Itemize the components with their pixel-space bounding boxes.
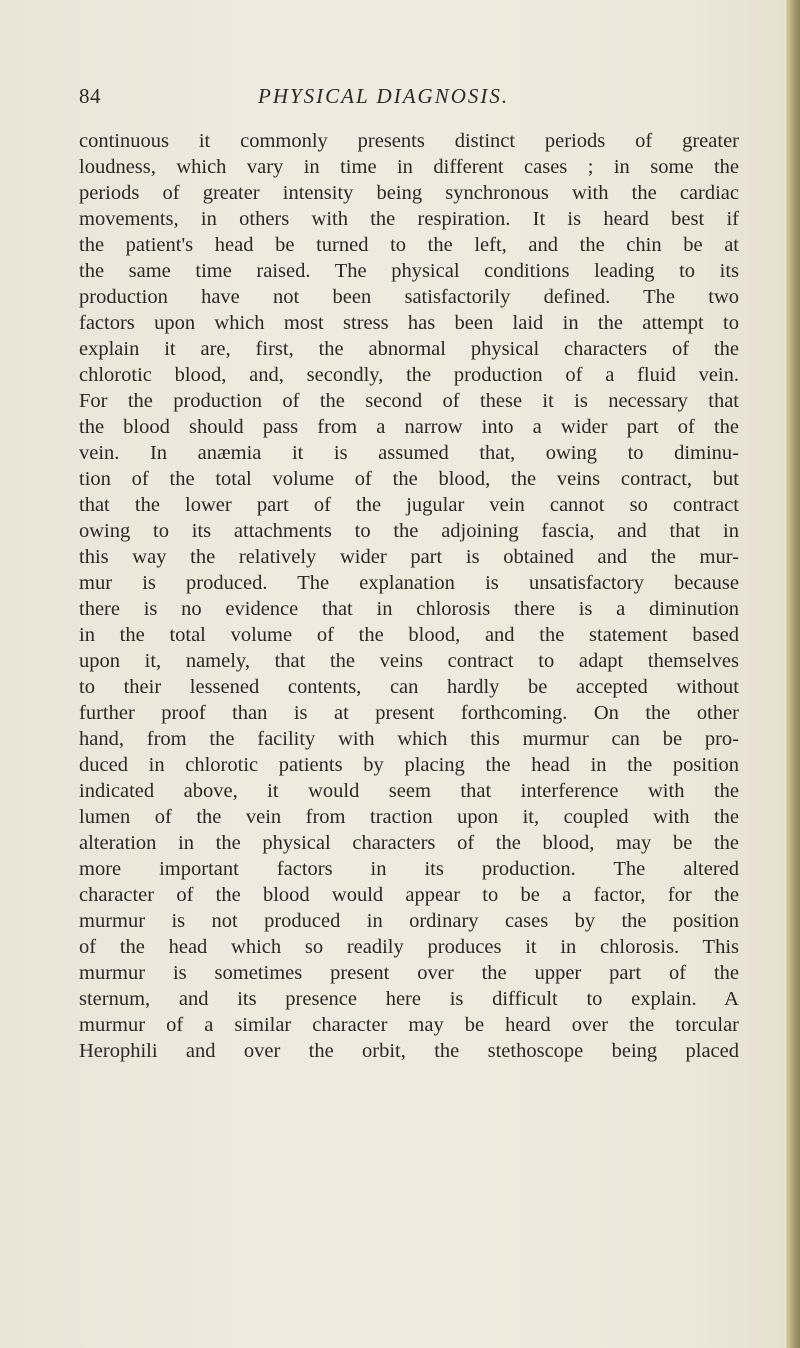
text-line: sternum, and its presence here is difficult to explain. A (79, 988, 739, 1010)
text-line: there is no evidence that in chlorosis there is a diminution (79, 598, 739, 620)
text-line: periods of greater intensity being synchronous with the cardiac (79, 182, 739, 204)
text-line: movements, in others with the respiration. It is heard best if (79, 208, 739, 230)
text-line: upon it, namely, that the veins contract to adapt themselves (79, 650, 739, 672)
body-text (79, 128, 739, 1064)
text-line: more important factors in its production. The altered (79, 858, 739, 880)
page-edge (786, 0, 800, 1348)
text-line: vein. In anæmia it is assumed that, owing to diminu- (79, 442, 739, 464)
running-title: PHYSICAL DIAGNOSIS. (258, 84, 510, 108)
text-line: character of the blood would appear to be a factor, for the (79, 884, 739, 906)
text-line: further proof than is at present forthcoming. On the other (79, 702, 739, 724)
text-line: to their lessened contents, can hardly be accepted without (79, 676, 739, 698)
text-line: For the production of the second of these it is necessary that (79, 390, 739, 412)
text-line: of the head which so readily produces it in chlorosis. This (79, 936, 739, 958)
text-line: in the total volume of the blood, and the statement based (79, 624, 739, 646)
text-line: factors upon which most stress has been laid in the attempt to (79, 312, 739, 334)
text-line: the blood should pass from a narrow into a wider part of the (79, 416, 739, 438)
page-header (0, 84, 800, 124)
text-line: this way the relatively wider part is obtained and the mur- (79, 546, 739, 568)
text-line: murmur is not produced in ordinary cases by the position (79, 910, 739, 932)
text-line: production have not been satisfactorily defined. The two (79, 286, 739, 308)
text-line: that the lower part of the jugular vein cannot so contract (79, 494, 739, 516)
text-line: lumen of the vein from traction upon it, coupled with the (79, 806, 739, 828)
text-line: chlorotic blood, and, secondly, the production of a fluid vein. (79, 364, 739, 386)
text-line: alteration in the physical characters of the blood, may be the (79, 832, 739, 854)
page-number: 84 (79, 84, 101, 108)
text-line: Herophili and over the orbit, the stethoscope being placed (79, 1040, 739, 1062)
text-line: murmur is sometimes present over the upper part of the (79, 962, 739, 984)
text-line: continuous it commonly presents distinct periods of greater (79, 130, 739, 152)
text-line: explain it are, first, the abnormal physical characters of the (79, 338, 739, 360)
text-line: mur is produced. The explanation is unsatisfactory because (79, 572, 739, 594)
text-line: loudness, which vary in time in different cases ; in some the (79, 156, 739, 178)
text-line: duced in chlorotic patients by placing the head in the position (79, 754, 739, 776)
text-line: murmur of a similar character may be heard over the torcular (79, 1014, 739, 1036)
text-line: the patient's head be turned to the left, and the chin be at (79, 234, 739, 256)
text-line: hand, from the facility with which this murmur can be pro- (79, 728, 739, 750)
text-line: the same time raised. The physical conditions leading to its (79, 260, 739, 282)
text-line: owing to its attachments to the adjoining fascia, and that in (79, 520, 739, 542)
text-line: tion of the total volume of the blood, the veins contract, but (79, 468, 739, 490)
text-line: indicated above, it would seem that interference with the (79, 780, 739, 802)
